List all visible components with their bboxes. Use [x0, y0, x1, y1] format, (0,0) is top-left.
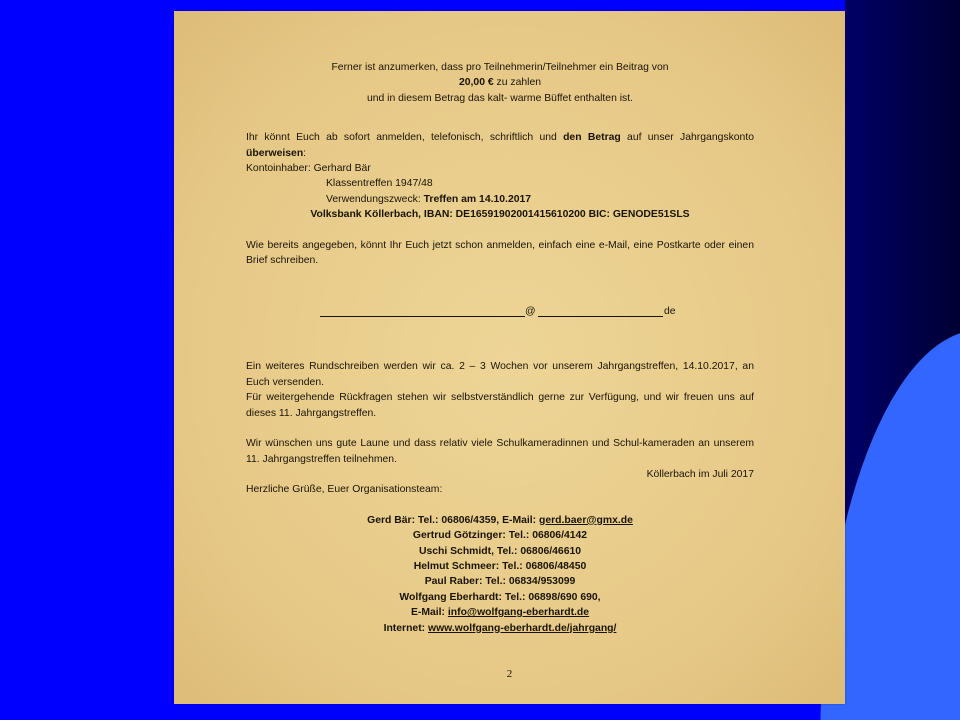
email-blank-user: [320, 316, 525, 317]
registration-text-bold-amount: den Betrag: [563, 132, 621, 144]
fee-intro-line: Ferner ist anzumerken, dass pro Teilnehmerin/Teilnehmer ein Beitrag von: [331, 62, 669, 73]
email-at-sign: @: [525, 306, 536, 318]
registration-paragraph: [246, 130, 754, 161]
registration-text-a: Ihr könnt Euch ab sofort anmelden, telefonisch, schriftlich und: [246, 132, 564, 144]
contact-gertrud: Gertrud Götzinger: Tel.: 06806/4142: [412, 530, 588, 542]
contact-gerd-text: Gerd Bär: Tel.: 06806/4359, E-Mail:: [367, 514, 540, 526]
questions-paragraph: Für weitergehende Rückfragen stehen wir selbstverständlich gerne zur Verfügung, und wir freuen uns auf dieses 11. Jahrgangstreffen.: [246, 392, 754, 419]
bank-details: Volksbank Köllerbach, IBAN: DE16591902001415610200 BIC: GENODE51SLS: [310, 209, 690, 221]
letter-body: [246, 60, 754, 636]
purpose-value: Treffen am 14.10.2017: [423, 193, 532, 205]
fee-suffix: zu zahlen: [493, 77, 542, 89]
contact-gerd: [246, 513, 754, 528]
contact-gerd-email-link[interactable]: gerd.baer@gmx.de: [539, 514, 633, 526]
contacts-block: [246, 513, 754, 636]
purpose-line: [246, 192, 754, 207]
fee-amount: 20,00 €: [458, 77, 494, 89]
registration-text-bold-transfer: überweisen: [246, 147, 304, 159]
account-name: Klassentreffen 1947/48: [326, 178, 433, 190]
greeting: Herzliche Grüße, Euer Organisationsteam:: [246, 484, 443, 496]
contact-email-label: E-Mail:: [410, 607, 448, 619]
purpose-label: Verwendungszweck:: [326, 193, 424, 205]
account-holder: Kontoinhaber: Gerhard Bär: [246, 163, 371, 175]
next-letter-paragraph: Ein weiteres Rundschreiben werden wir ca. 2 – 3 Wochen vor unserem Jahrgangstreffen, 14.10.2017, an Euch versenden.: [246, 361, 754, 388]
contact-uschi: Uschi Schmidt, Tel.: 06806/46610: [418, 545, 582, 557]
email-write-in-line: [320, 304, 754, 320]
email-blank-domain: [538, 316, 663, 317]
email-tld: de: [664, 306, 676, 318]
contact-internet-label: Internet:: [383, 622, 429, 634]
page-number: 2: [506, 668, 513, 680]
contact-email-line: [246, 605, 754, 620]
buffet-line: und in diesem Betrag das kalt- warme Büffet enthalten ist.: [366, 92, 634, 104]
contact-internet-line: [246, 621, 754, 636]
registration-text-c: auf unser Jahrgangskonto: [620, 132, 754, 144]
contact-helmut: Helmut Schmeer: Tel.: 06806/48450: [413, 560, 587, 572]
announce-paragraph: Wie bereits angegeben, könnt Ihr Euch jetzt schon anmelden, einfach eine e-Mail, eine Postkarte oder einen Brief schreiben.: [246, 239, 754, 267]
place-date: Köllerbach im Juli 2017: [646, 468, 754, 480]
contact-internet-link[interactable]: www.wolfgang-eberhardt.de/jahrgang/: [428, 622, 617, 634]
registration-text-e: :: [303, 147, 307, 159]
fee-amount-line: [246, 75, 754, 90]
contact-paul: Paul Raber: Tel.: 06834/953099: [424, 576, 576, 588]
contact-email-link[interactable]: info@wolfgang-eberhardt.de: [447, 607, 590, 619]
contact-wolfgang: Wolfgang Eberhardt: Tel.: 06898/690 690,: [399, 591, 601, 603]
wishes-paragraph: Wir wünschen uns gute Laune und dass relativ viele Schulkameradinnen und Schul-kameraden an unserem 11. Jahrgangstreffen teilnehmen.: [246, 438, 754, 465]
